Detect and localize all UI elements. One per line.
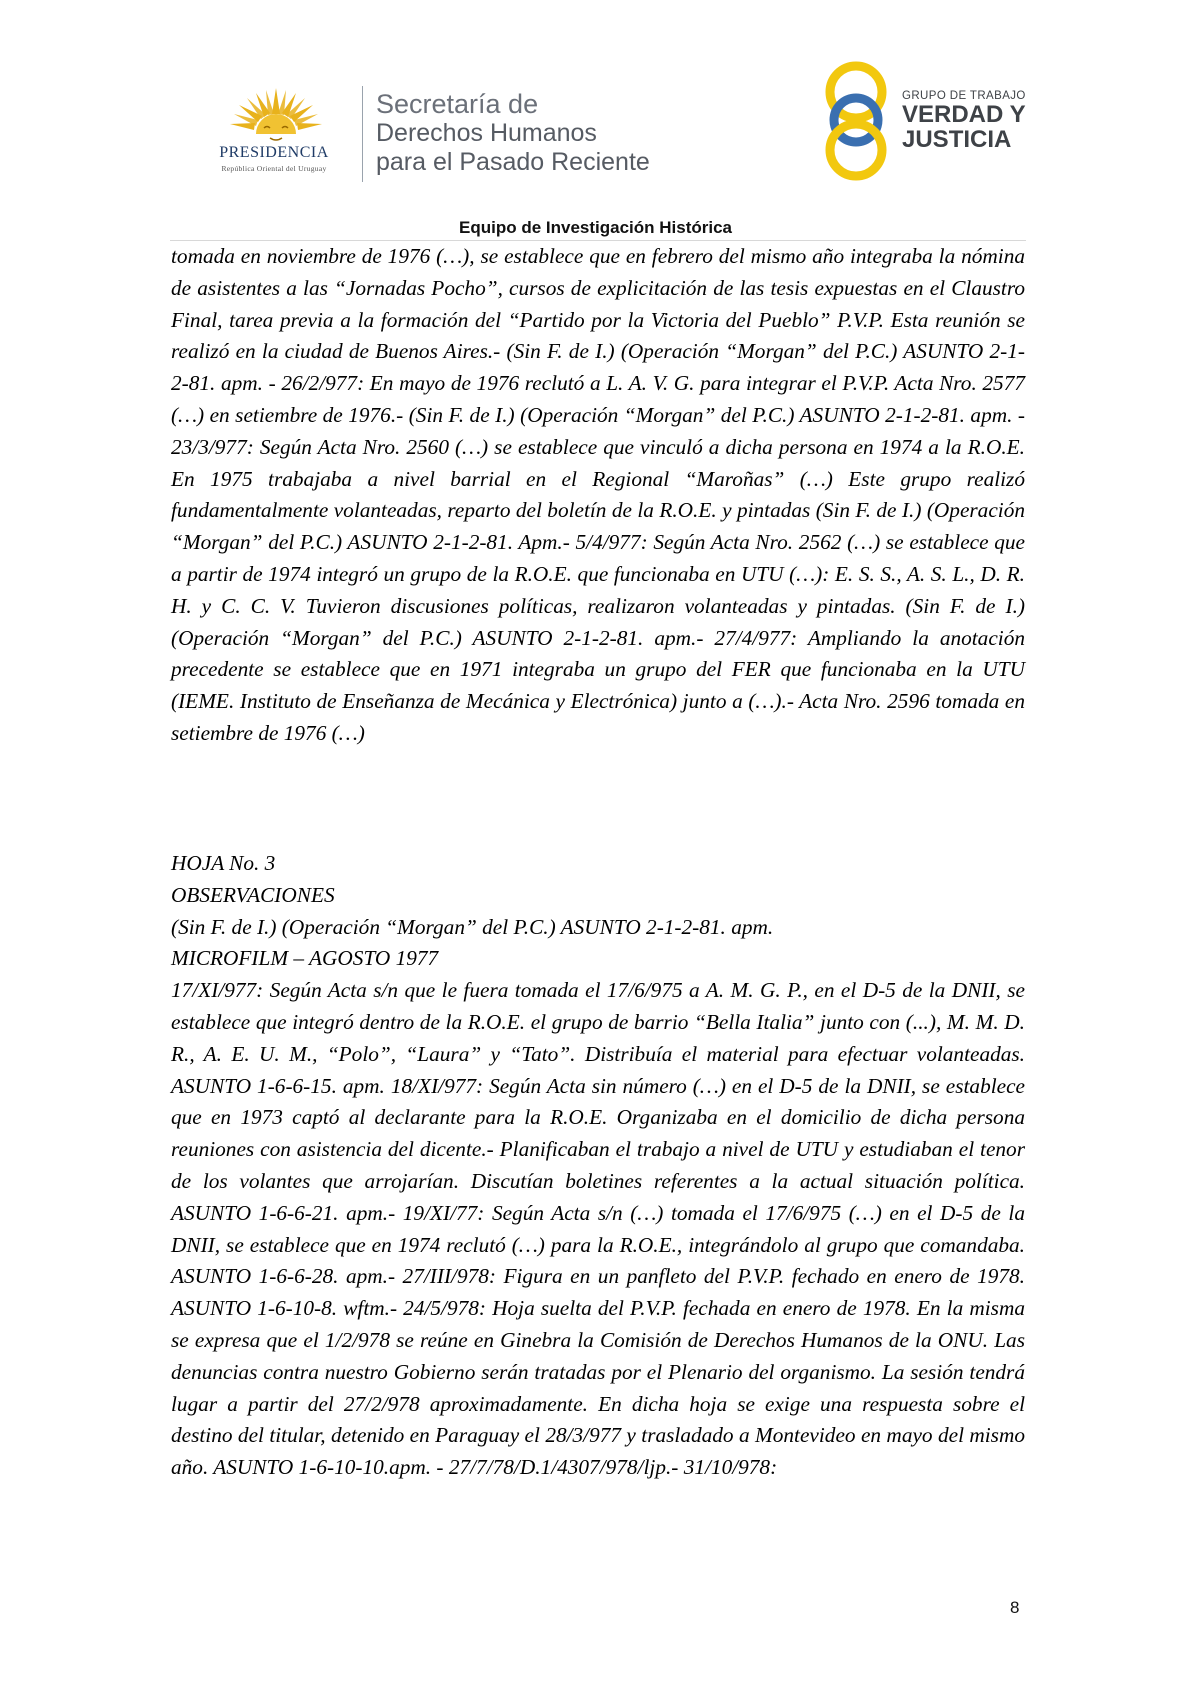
presidencia-name: PRESIDENCIA (219, 144, 329, 161)
secretaria-line3: para el Pasado Reciente (376, 148, 650, 176)
presidencia-subtitle: República Oriental del Uruguay (221, 164, 327, 173)
grupo-trabajo-line1: GRUPO DE TRABAJO (902, 90, 1026, 102)
grupo-trabajo-title (902, 90, 1026, 152)
grupo-trabajo-line3: JUSTICIA (902, 126, 1012, 153)
body-section-2 (171, 848, 1025, 1484)
header-divider (362, 86, 363, 182)
team-title: Equipo de Investigación Histórica (459, 218, 732, 237)
paragraph-1: tomada en noviembre de 1976 (…), se establece que en febrero del mismo año integraba la nómina de asistentes a las “Jornadas Pocho”, cursos de explicitación de las tesis expuestas en el Claustro Final, tarea previa a la formación del “Partido por la Victoria del Pueblo” P.V.P. Esta reunión se realizó en la ciudad de Buenos Aires.- (Sin F. de I.) (Operación “Morgan” del P.C.) ASUNTO 2-1-2-81. apm. - 26/2/977: En mayo de 1976 reclutó a L. A. V. G. para integrar el P.V.P. Acta Nro. 2577 (…) en setiembre de 1976.- (Sin F. de I.) (Operación “Morgan” del P.C.) ASUNTO 2-1-2-81. apm. - 23/3/977: Según Acta Nro. 2560 (…) se establece que vinculó a dicha persona en 1974 a la R.O.E. En 1975 trabajaba a nivel barrial en el Regional “Maroñas” (…) Este grupo realizó fundamentalmente volanteadas, reparto del boletín de la R.O.E. y pintadas (Sin F. de I.) (Operación “Morgan” del P.C.) ASUNTO 2-1-2-81. Apm.- 5/4/977: Según Acta Nro. 2562 (…) se establece que a partir de 1974 integró un grupo de la R.O.E. que funcionaba en UTU (…): E. S. S., A. S. L., D. R. H. y C. C. V. Tuvieron discusiones políticas, realizaron volanteadas y pintadas. (Sin F. de I.) (Operación “Morgan” del P.C.) ASUNTO 2-1-2-81. apm.- 27/4/977: Ampliando la anotación precedente se establece que en 1971 integraba un grupo del FER que funcionaba en la UTU (IEME. Instituto de Enseñanza de Mecánica y Electrónica) junto a (…).- Acta Nro. 2596 tomada en setiembre de 1976 (…) (171, 244, 1025, 745)
grupo-trabajo-line2: VERDAD Y (902, 101, 1026, 128)
microfilm-label: MICROFILM – AGOSTO 1977 (171, 946, 439, 971)
source-reference: (Sin F. de I.) (Operación “Morgan” del P.C.) ASUNTO 2-1-2-81. apm. (171, 914, 774, 939)
observaciones-label: OBSERVACIONES (171, 882, 335, 907)
hoja-label: HOJA No. 3 (171, 851, 276, 875)
secretaria-title (376, 90, 650, 177)
paragraph-2: 17/XI/977: Según Acta s/n que le fuera tomada el 17/6/975 a A. M. G. P., en el D-5 de la DNII, se establece que integró dentro de la R.O.E. el grupo de barrio “Bella Italia” junto con (...), M. M. D. R., A. E. U. M., “Polo”, “Laura” y “Tato”. Distribuía el material para efectuar volanteadas. ASUNTO 1-6-6-15. apm. 18/XI/977: Según Acta sin número (…) en el D-5 de la DNII, se establece que en 1973 captó al declarante para la R.O.E. Organizaba en el domicilio de dicha persona reuniones con asistencia del dicente.- Planificaban el trabajo a nivel de UTU y estudiaban el tenor de los volantes que arrojarían. Discutían boletines referentes a la actual situación política. ASUNTO 1-6-6-21. apm.- 19/XI/77: Según Acta s/n (…) tomada el 17/6/975 (…) en el D-5 de la DNII, se establece que en 1974 reclutó (…) para la R.O.E., integrándolo al grupo que comandaba. ASUNTO 1-6-6-28. apm.- 27/III/978: Figura en un panfleto del P.V.P. fechado en enero de 1978. ASUNTO 1-6-10-8. wftm.- 24/5/978: Hoja suelta del P.V.P. fechada en enero de 1978. En la misma se expresa que el 1/2/978 se reúne en Ginebra la Comisión de Derechos Humanos de la ONU. Las denuncias contra nuestro Gobierno serán tratadas por el Plenario del organismo. La sesión tendrá lugar a partir del 27/2/978 aproximadamente. En dicha hoja se exige una respuesta sobre el destino del titular, detenido en Paraguay el 28/3/977 y trasladado a Montevideo en mayo del mismo año. ASUNTO 1-6-10-10.apm. - 27/7/78/D.1/4307/978/ljp.- 31/10/978: (171, 978, 1025, 1480)
page-number: 8 (1010, 1598, 1020, 1617)
secretaria-line2: Derechos Humanos (376, 119, 597, 147)
body-section-1 (171, 241, 1025, 750)
secretaria-line1: Secretaría de (376, 89, 539, 119)
verdad-justicia-rings-logo (818, 58, 894, 182)
